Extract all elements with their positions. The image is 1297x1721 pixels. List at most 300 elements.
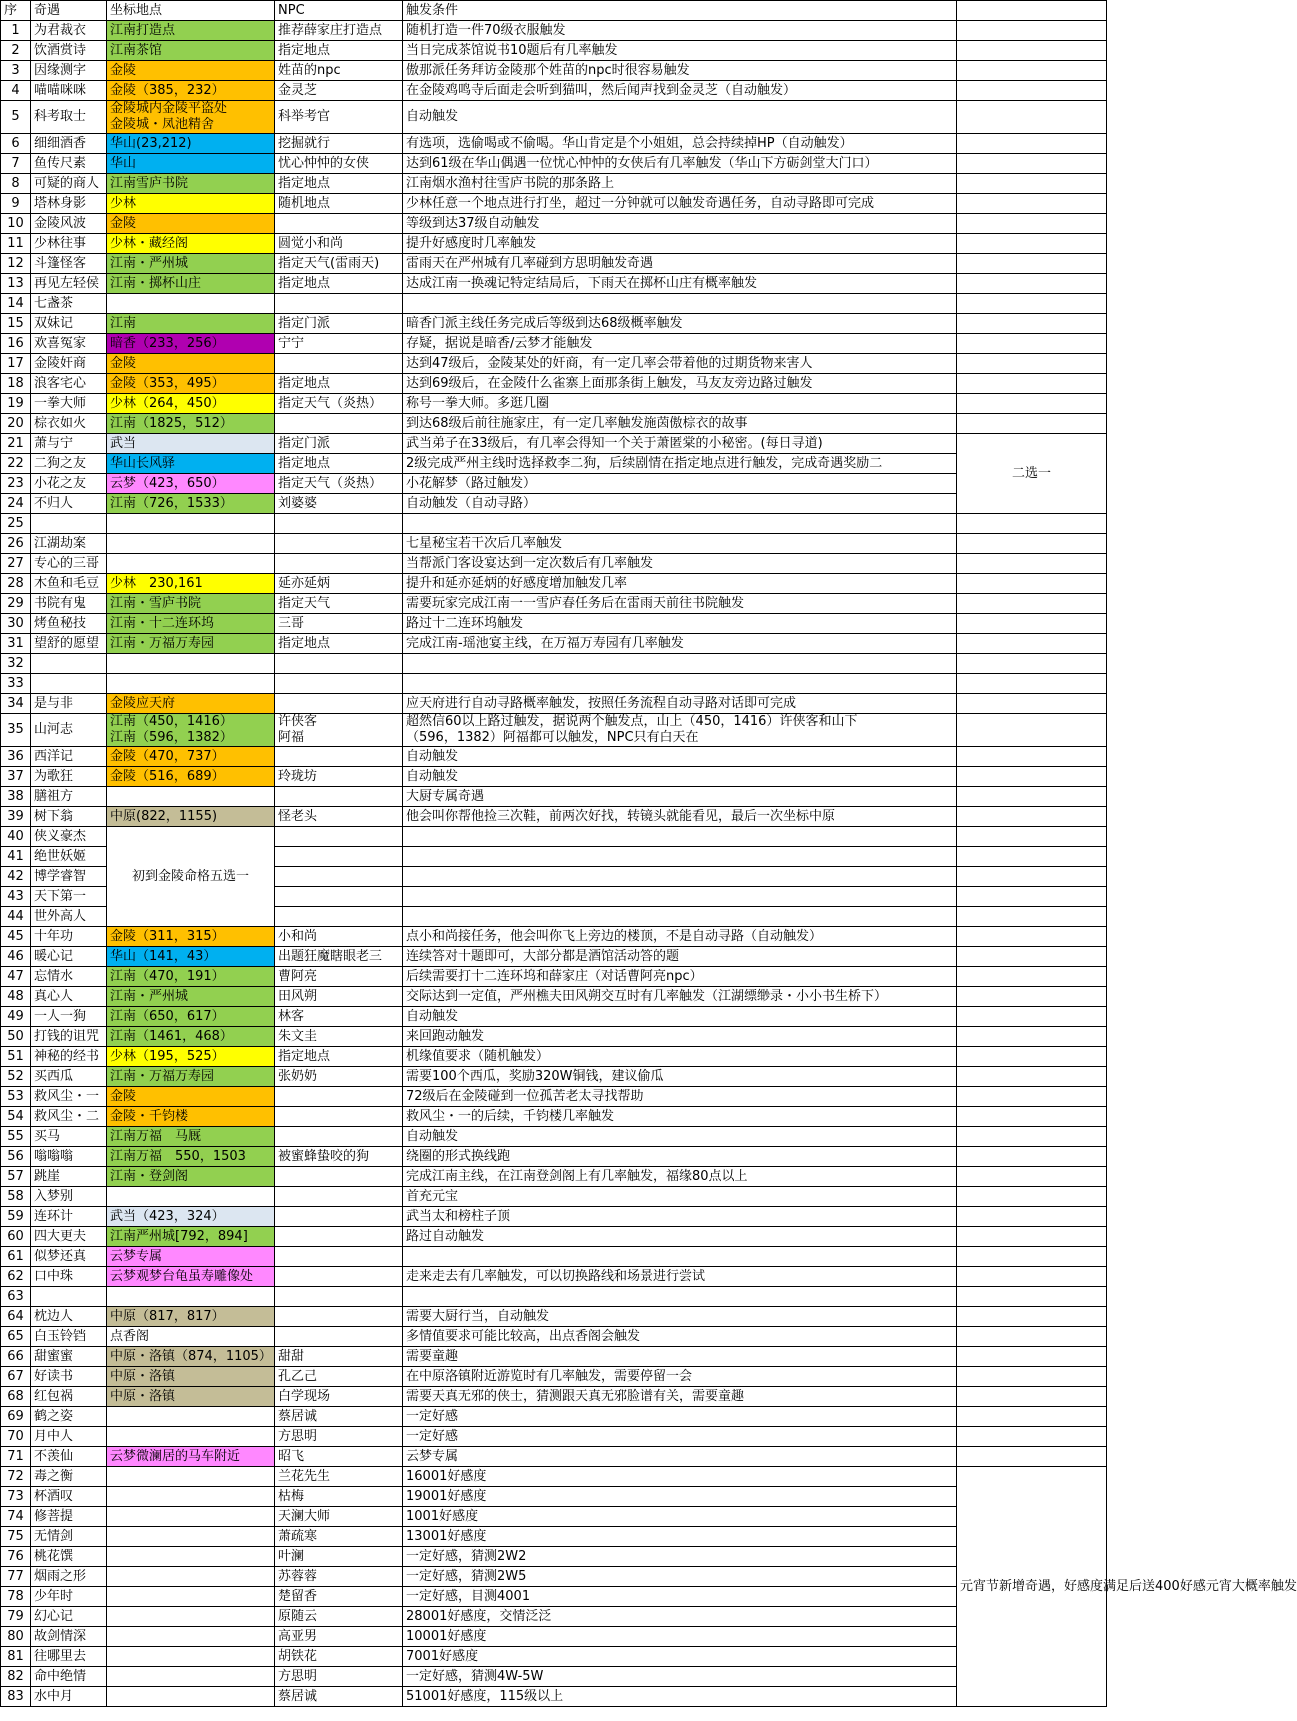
- condition-cell[interactable]: 自动触发: [403, 1127, 957, 1147]
- empty-cell[interactable]: [957, 1427, 1107, 1447]
- empty-cell[interactable]: [957, 847, 1107, 867]
- location-cell[interactable]: [107, 1567, 275, 1587]
- empty-cell[interactable]: [957, 714, 1107, 747]
- location-cell[interactable]: [107, 1427, 275, 1447]
- location-cell[interactable]: 少林 230,161: [107, 574, 275, 594]
- location-cell[interactable]: [107, 1607, 275, 1627]
- npc-cell[interactable]: [275, 847, 403, 867]
- location-cell[interactable]: 江南・严州城: [107, 987, 275, 1007]
- merged-note-cell[interactable]: 二选一: [957, 434, 1107, 514]
- location-cell[interactable]: 江南: [107, 314, 275, 334]
- npc-cell[interactable]: [275, 1267, 403, 1287]
- encounter-name-cell[interactable]: [31, 674, 107, 694]
- condition-cell[interactable]: 一定好感，猜测2W2: [403, 1547, 957, 1567]
- empty-cell[interactable]: [957, 1387, 1107, 1407]
- location-cell[interactable]: [107, 1187, 275, 1207]
- empty-cell[interactable]: [957, 41, 1107, 61]
- location-cell[interactable]: [107, 514, 275, 534]
- npc-cell[interactable]: [275, 1087, 403, 1107]
- npc-cell[interactable]: 指定地点: [275, 454, 403, 474]
- location-cell[interactable]: [107, 1407, 275, 1427]
- encounter-name-cell[interactable]: 金陵奸商: [31, 354, 107, 374]
- npc-cell[interactable]: [275, 294, 403, 314]
- row-number-cell[interactable]: 39: [1, 807, 31, 827]
- row-number-cell[interactable]: 20: [1, 414, 31, 434]
- row-number-cell[interactable]: 33: [1, 674, 31, 694]
- location-cell[interactable]: 金陵（385，232）: [107, 81, 275, 101]
- npc-cell[interactable]: 科举考官: [275, 101, 403, 134]
- condition-cell[interactable]: 多情值要求可能比较高，出点香阁会触发: [403, 1327, 957, 1347]
- location-cell[interactable]: [107, 554, 275, 574]
- encounter-name-cell[interactable]: 饮酒赏诗: [31, 41, 107, 61]
- location-cell[interactable]: 江南・雪庐书院: [107, 594, 275, 614]
- npc-cell[interactable]: 推荐薛家庄打造点: [275, 21, 403, 41]
- encounter-name-cell[interactable]: 真心人: [31, 987, 107, 1007]
- npc-cell[interactable]: 叶澜: [275, 1547, 403, 1567]
- empty-cell[interactable]: [957, 1147, 1107, 1167]
- npc-cell[interactable]: 指定天气（炎热）: [275, 394, 403, 414]
- condition-cell[interactable]: 自动触发: [403, 767, 957, 787]
- row-number-cell[interactable]: 66: [1, 1347, 31, 1367]
- npc-cell[interactable]: [275, 1167, 403, 1187]
- location-cell[interactable]: [107, 1547, 275, 1567]
- npc-cell[interactable]: 胡铁花: [275, 1647, 403, 1667]
- location-cell[interactable]: 江南・万福万寿园: [107, 634, 275, 654]
- row-number-cell[interactable]: 65: [1, 1327, 31, 1347]
- encounter-name-cell[interactable]: 西洋记: [31, 747, 107, 767]
- encounter-name-cell[interactable]: 绝世妖姬: [31, 847, 107, 867]
- row-number-cell[interactable]: 43: [1, 887, 31, 907]
- row-number-cell[interactable]: 27: [1, 554, 31, 574]
- npc-cell[interactable]: 指定地点: [275, 274, 403, 294]
- npc-cell[interactable]: [275, 214, 403, 234]
- row-number-cell[interactable]: 83: [1, 1687, 31, 1707]
- row-number-cell[interactable]: 28: [1, 574, 31, 594]
- row-number-cell[interactable]: 54: [1, 1107, 31, 1127]
- condition-cell[interactable]: 救风尘・一的后续，千钧楼几率触发: [403, 1107, 957, 1127]
- location-cell[interactable]: 少林（195，525）: [107, 1047, 275, 1067]
- row-number-cell[interactable]: 51: [1, 1047, 31, 1067]
- location-cell[interactable]: [107, 1587, 275, 1607]
- condition-cell[interactable]: 武当太和榜柱子顶: [403, 1207, 957, 1227]
- encounter-name-cell[interactable]: 一拳大师: [31, 394, 107, 414]
- row-number-cell[interactable]: 3: [1, 61, 31, 81]
- condition-cell[interactable]: 来回跑动触发: [403, 1027, 957, 1047]
- encounter-name-cell[interactable]: 入梦别: [31, 1187, 107, 1207]
- empty-cell[interactable]: [957, 674, 1107, 694]
- row-number-cell[interactable]: 8: [1, 174, 31, 194]
- location-cell[interactable]: 江南打造点: [107, 21, 275, 41]
- location-cell[interactable]: 江南（470，191）: [107, 967, 275, 987]
- row-number-cell[interactable]: 36: [1, 747, 31, 767]
- encounter-name-cell[interactable]: 萧与宁: [31, 434, 107, 454]
- npc-cell[interactable]: 朱文圭: [275, 1027, 403, 1047]
- npc-cell[interactable]: [275, 1247, 403, 1267]
- encounter-name-cell[interactable]: 无情剑: [31, 1527, 107, 1547]
- location-cell[interactable]: 江南（726，1533）: [107, 494, 275, 514]
- encounter-name-cell[interactable]: 科考取士: [31, 101, 107, 134]
- empty-cell[interactable]: [957, 614, 1107, 634]
- empty-cell[interactable]: [957, 574, 1107, 594]
- empty-cell[interactable]: [957, 1027, 1107, 1047]
- encounter-name-cell[interactable]: 神秘的经书: [31, 1047, 107, 1067]
- encounter-name-cell[interactable]: 杯酒叹: [31, 1487, 107, 1507]
- location-cell[interactable]: 华山长风驿: [107, 454, 275, 474]
- condition-cell[interactable]: 一定好感: [403, 1427, 957, 1447]
- npc-cell[interactable]: [275, 1287, 403, 1307]
- row-number-cell[interactable]: 73: [1, 1487, 31, 1507]
- empty-cell[interactable]: [957, 1047, 1107, 1067]
- empty-cell[interactable]: [957, 807, 1107, 827]
- condition-cell[interactable]: 提升和延亦延炳的好感度增加触发几率: [403, 574, 957, 594]
- row-number-cell[interactable]: 9: [1, 194, 31, 214]
- condition-cell[interactable]: 有选项，选偷喝或不偷喝。华山肯定是个小姐姐，总会持续掉HP（自动触发）: [403, 134, 957, 154]
- condition-cell[interactable]: 自动触发（自动寻路）: [403, 494, 957, 514]
- row-number-cell[interactable]: 1: [1, 21, 31, 41]
- condition-cell[interactable]: [403, 674, 957, 694]
- empty-cell[interactable]: [957, 827, 1107, 847]
- location-cell[interactable]: [107, 1487, 275, 1507]
- empty-cell[interactable]: [957, 1367, 1107, 1387]
- condition-cell[interactable]: 需要100个西瓜，奖励320W铜钱，建议偷瓜: [403, 1067, 957, 1087]
- condition-cell[interactable]: 连续答对十题即可，大部分都是酒馆活动答的题: [403, 947, 957, 967]
- encounter-name-cell[interactable]: 连环计: [31, 1207, 107, 1227]
- row-number-cell[interactable]: 15: [1, 314, 31, 334]
- npc-cell[interactable]: [275, 787, 403, 807]
- condition-cell[interactable]: 在中原洛镇附近游览时有几率触发，需要停留一会: [403, 1367, 957, 1387]
- empty-cell[interactable]: [957, 234, 1107, 254]
- location-cell[interactable]: 金陵（353，495）: [107, 374, 275, 394]
- empty-cell[interactable]: [957, 907, 1107, 927]
- encounter-name-cell[interactable]: 毒之衡: [31, 1467, 107, 1487]
- row-number-cell[interactable]: 63: [1, 1287, 31, 1307]
- npc-cell[interactable]: 昭飞: [275, 1447, 403, 1467]
- condition-cell[interactable]: [403, 514, 957, 534]
- location-cell[interactable]: [107, 534, 275, 554]
- condition-cell[interactable]: 雷雨天在严州城有几率碰到方思明触发奇遇: [403, 254, 957, 274]
- row-number-cell[interactable]: 2: [1, 41, 31, 61]
- condition-cell[interactable]: 到达68级后前往施家庄，有一定几率触发施茵傲棕衣的故事: [403, 414, 957, 434]
- npc-cell[interactable]: 指定地点: [275, 634, 403, 654]
- row-number-cell[interactable]: 70: [1, 1427, 31, 1447]
- npc-cell[interactable]: 兰花先生: [275, 1467, 403, 1487]
- condition-cell[interactable]: 自动触发: [403, 1007, 957, 1027]
- encounter-name-cell[interactable]: 打钱的诅咒: [31, 1027, 107, 1047]
- npc-cell[interactable]: 原随云: [275, 1607, 403, 1627]
- empty-cell[interactable]: [957, 554, 1107, 574]
- location-cell[interactable]: [107, 787, 275, 807]
- condition-cell[interactable]: 51001好感度，115级以上: [403, 1687, 957, 1707]
- condition-cell[interactable]: 需要童趣: [403, 1347, 957, 1367]
- location-cell[interactable]: 云梦观梦台龟虽寿雕像处: [107, 1267, 275, 1287]
- encounter-name-cell[interactable]: 一人一狗: [31, 1007, 107, 1027]
- encounter-name-cell[interactable]: 双妹记: [31, 314, 107, 334]
- encounter-name-cell[interactable]: 细细酒香: [31, 134, 107, 154]
- npc-cell[interactable]: [275, 654, 403, 674]
- encounter-name-cell[interactable]: 二狗之友: [31, 454, 107, 474]
- npc-cell[interactable]: 林客: [275, 1007, 403, 1027]
- npc-cell[interactable]: 田风朔: [275, 987, 403, 1007]
- merged-note-cell[interactable]: 初到金陵命格五选一: [107, 827, 275, 927]
- encounter-name-cell[interactable]: 白玉铃铛: [31, 1327, 107, 1347]
- condition-cell[interactable]: 称号一拳大师。多逛几圈: [403, 394, 957, 414]
- npc-cell[interactable]: [275, 907, 403, 927]
- location-cell[interactable]: 金陵: [107, 354, 275, 374]
- npc-cell[interactable]: [275, 887, 403, 907]
- condition-cell[interactable]: [403, 294, 957, 314]
- condition-cell[interactable]: 72级后在金陵碰到一位孤苦老太寻找帮助: [403, 1087, 957, 1107]
- condition-cell[interactable]: 达到69级后，在金陵什么雀寨上面那条街上触发，马友友旁边路过触发: [403, 374, 957, 394]
- empty-cell[interactable]: [957, 1107, 1107, 1127]
- npc-cell[interactable]: [275, 1307, 403, 1327]
- location-cell[interactable]: 云梦专属: [107, 1247, 275, 1267]
- encounter-name-cell[interactable]: 望舒的愿望: [31, 634, 107, 654]
- condition-cell[interactable]: 自动触发: [403, 747, 957, 767]
- encounter-name-cell[interactable]: 为君裁衣: [31, 21, 107, 41]
- encounter-name-cell[interactable]: 嗡嗡嗡: [31, 1147, 107, 1167]
- encounter-name-cell[interactable]: 欢喜冤家: [31, 334, 107, 354]
- condition-cell[interactable]: [403, 887, 957, 907]
- npc-cell[interactable]: [275, 1227, 403, 1247]
- location-cell[interactable]: 少林（264，450）: [107, 394, 275, 414]
- location-cell[interactable]: [107, 1527, 275, 1547]
- empty-cell[interactable]: [957, 1207, 1107, 1227]
- row-number-cell[interactable]: 30: [1, 614, 31, 634]
- npc-cell[interactable]: 指定地点: [275, 41, 403, 61]
- location-cell[interactable]: 中原（817，817）: [107, 1307, 275, 1327]
- encounter-name-cell[interactable]: 水中月: [31, 1687, 107, 1707]
- row-number-cell[interactable]: 44: [1, 907, 31, 927]
- npc-cell[interactable]: 甜甜: [275, 1347, 403, 1367]
- npc-cell[interactable]: 指定门派: [275, 314, 403, 334]
- condition-cell[interactable]: 江南烟水渔村往雪庐书院的那条路上: [403, 174, 957, 194]
- condition-cell[interactable]: 交际达到一定值，严州樵夫田风朔交互时有几率触发（江湖缥缈录・小小书生桥下）: [403, 987, 957, 1007]
- location-cell[interactable]: 华山（141，43）: [107, 947, 275, 967]
- empty-cell[interactable]: [957, 694, 1107, 714]
- row-number-cell[interactable]: 69: [1, 1407, 31, 1427]
- condition-cell[interactable]: 16001好感度: [403, 1467, 957, 1487]
- condition-cell[interactable]: 在金陵鸡鸣寺后面走会听到猫叫，然后闻声找到金灵芝（自动触发）: [403, 81, 957, 101]
- empty-cell[interactable]: [957, 21, 1107, 41]
- npc-cell[interactable]: 白学现场: [275, 1387, 403, 1407]
- encounter-name-cell[interactable]: 塔林身影: [31, 194, 107, 214]
- location-cell[interactable]: 金陵・千钧楼: [107, 1107, 275, 1127]
- empty-cell[interactable]: [957, 927, 1107, 947]
- empty-cell[interactable]: [957, 1407, 1107, 1427]
- row-number-cell[interactable]: 59: [1, 1207, 31, 1227]
- npc-cell[interactable]: 楚留香: [275, 1587, 403, 1607]
- location-cell[interactable]: 江南・严州城: [107, 254, 275, 274]
- empty-cell[interactable]: [957, 887, 1107, 907]
- condition-cell[interactable]: 达到61级在华山偶遇一位忧心忡忡的女侠后有几率触发（华山下方砺剑堂大门口）: [403, 154, 957, 174]
- row-number-cell[interactable]: 67: [1, 1367, 31, 1387]
- npc-cell[interactable]: 枯梅: [275, 1487, 403, 1507]
- empty-cell[interactable]: [957, 1447, 1107, 1467]
- condition-cell[interactable]: 应天府进行自动寻路概率触发，按照任务流程自动寻路对话即可完成: [403, 694, 957, 714]
- empty-cell[interactable]: [957, 1327, 1107, 1347]
- condition-cell[interactable]: 当日完成茶馆说书10题后有几率触发: [403, 41, 957, 61]
- npc-cell[interactable]: 蔡居诚: [275, 1687, 403, 1707]
- empty-cell[interactable]: [957, 1127, 1107, 1147]
- row-number-cell[interactable]: 74: [1, 1507, 31, 1527]
- location-cell[interactable]: 江南万福 马厩: [107, 1127, 275, 1147]
- npc-cell[interactable]: [275, 694, 403, 714]
- condition-cell[interactable]: [403, 1247, 957, 1267]
- empty-cell[interactable]: [957, 214, 1107, 234]
- condition-cell[interactable]: 28001好感度，交情泛泛: [403, 1607, 957, 1627]
- location-cell[interactable]: 江南（450，1416） 江南（596，1382）: [107, 714, 275, 747]
- condition-cell[interactable]: 路过十二连环坞触发: [403, 614, 957, 634]
- location-cell[interactable]: [107, 1687, 275, 1707]
- row-number-cell[interactable]: 25: [1, 514, 31, 534]
- condition-cell[interactable]: 需要玩家完成江南一一雪庐春任务后在雷雨天前往书院触发: [403, 594, 957, 614]
- row-number-cell[interactable]: 78: [1, 1587, 31, 1607]
- npc-cell[interactable]: 玲珑坊: [275, 767, 403, 787]
- encounter-name-cell[interactable]: 天下第一: [31, 887, 107, 907]
- empty-cell[interactable]: [957, 294, 1107, 314]
- encounter-name-cell[interactable]: 小花之友: [31, 474, 107, 494]
- row-number-cell[interactable]: 64: [1, 1307, 31, 1327]
- condition-cell[interactable]: [403, 827, 957, 847]
- row-number-cell[interactable]: 52: [1, 1067, 31, 1087]
- row-number-cell[interactable]: 14: [1, 294, 31, 314]
- encounter-name-cell[interactable]: 买西瓜: [31, 1067, 107, 1087]
- location-cell[interactable]: [107, 1287, 275, 1307]
- header-cell[interactable]: 序: [1, 1, 31, 21]
- encounter-name-cell[interactable]: [31, 654, 107, 674]
- row-number-cell[interactable]: 60: [1, 1227, 31, 1247]
- encounter-name-cell[interactable]: 桃花馔: [31, 1547, 107, 1567]
- encounter-name-cell[interactable]: 不羡仙: [31, 1447, 107, 1467]
- row-number-cell[interactable]: 76: [1, 1547, 31, 1567]
- header-cell[interactable]: [957, 1, 1107, 21]
- encounter-name-cell[interactable]: 跳崖: [31, 1167, 107, 1187]
- npc-cell[interactable]: 指定门派: [275, 434, 403, 454]
- row-number-cell[interactable]: 71: [1, 1447, 31, 1467]
- encounter-name-cell[interactable]: 月中人: [31, 1427, 107, 1447]
- empty-cell[interactable]: [957, 254, 1107, 274]
- location-cell[interactable]: 江南雪庐书院: [107, 174, 275, 194]
- empty-cell[interactable]: [957, 374, 1107, 394]
- row-number-cell[interactable]: 62: [1, 1267, 31, 1287]
- row-number-cell[interactable]: 4: [1, 81, 31, 101]
- encounter-name-cell[interactable]: 命中绝情: [31, 1667, 107, 1687]
- location-cell[interactable]: 中原(822，1155): [107, 807, 275, 827]
- row-number-cell[interactable]: 40: [1, 827, 31, 847]
- condition-cell[interactable]: 走来走去有几率触发，可以切换路线和场景进行尝试: [403, 1267, 957, 1287]
- condition-cell[interactable]: 后续需要打十二连环坞和薛家庄（对话曹阿亮npc）: [403, 967, 957, 987]
- empty-cell[interactable]: [957, 194, 1107, 214]
- empty-cell[interactable]: [957, 987, 1107, 1007]
- encounter-name-cell[interactable]: 七盏茶: [31, 294, 107, 314]
- row-number-cell[interactable]: 81: [1, 1647, 31, 1667]
- condition-cell[interactable]: 首充元宝: [403, 1187, 957, 1207]
- location-cell[interactable]: 金陵应天府: [107, 694, 275, 714]
- npc-cell[interactable]: 萧疏寒: [275, 1527, 403, 1547]
- row-number-cell[interactable]: 26: [1, 534, 31, 554]
- location-cell[interactable]: 暗香（233，256）: [107, 334, 275, 354]
- npc-cell[interactable]: [275, 1327, 403, 1347]
- row-number-cell[interactable]: 49: [1, 1007, 31, 1027]
- encounter-name-cell[interactable]: 不归人: [31, 494, 107, 514]
- merged-note-cell[interactable]: 元宵节新增奇遇，好感度满足后送400好感元宵大概率触发: [957, 1467, 1107, 1707]
- row-number-cell[interactable]: 23: [1, 474, 31, 494]
- location-cell[interactable]: 江南・登剑阁: [107, 1167, 275, 1187]
- row-number-cell[interactable]: 42: [1, 867, 31, 887]
- encounter-name-cell[interactable]: 十年功: [31, 927, 107, 947]
- header-cell[interactable]: 坐标地点: [107, 1, 275, 21]
- location-cell[interactable]: 武当: [107, 434, 275, 454]
- npc-cell[interactable]: 指定地点: [275, 1047, 403, 1067]
- location-cell[interactable]: 江南（1461，468）: [107, 1027, 275, 1047]
- row-number-cell[interactable]: 22: [1, 454, 31, 474]
- empty-cell[interactable]: [957, 1227, 1107, 1247]
- location-cell[interactable]: 江南茶馆: [107, 41, 275, 61]
- condition-cell[interactable]: 提升好感度时几率触发: [403, 234, 957, 254]
- encounter-name-cell[interactable]: 山河志: [31, 714, 107, 747]
- condition-cell[interactable]: 完成江南主线，在江南登剑阁上有几率触发，福缘80点以上: [403, 1167, 957, 1187]
- condition-cell[interactable]: 一定好感，猜测4W-5W: [403, 1667, 957, 1687]
- npc-cell[interactable]: [275, 747, 403, 767]
- location-cell[interactable]: 江南严州城[792，894]: [107, 1227, 275, 1247]
- encounter-name-cell[interactable]: 少林往事: [31, 234, 107, 254]
- empty-cell[interactable]: [957, 967, 1107, 987]
- location-cell[interactable]: 金陵（470，737）: [107, 747, 275, 767]
- row-number-cell[interactable]: 56: [1, 1147, 31, 1167]
- row-number-cell[interactable]: 77: [1, 1567, 31, 1587]
- row-number-cell[interactable]: 46: [1, 947, 31, 967]
- encounter-name-cell[interactable]: 修菩提: [31, 1507, 107, 1527]
- row-number-cell[interactable]: 38: [1, 787, 31, 807]
- encounter-name-cell[interactable]: 买马: [31, 1127, 107, 1147]
- location-cell[interactable]: 中原・洛镇: [107, 1387, 275, 1407]
- encounter-name-cell[interactable]: 甜蜜蜜: [31, 1347, 107, 1367]
- row-number-cell[interactable]: 68: [1, 1387, 31, 1407]
- row-number-cell[interactable]: 82: [1, 1667, 31, 1687]
- npc-cell[interactable]: 随机地点: [275, 194, 403, 214]
- row-number-cell[interactable]: 61: [1, 1247, 31, 1267]
- location-cell[interactable]: 少林: [107, 194, 275, 214]
- condition-cell[interactable]: [403, 907, 957, 927]
- empty-cell[interactable]: [957, 61, 1107, 81]
- encounter-name-cell[interactable]: 往哪里去: [31, 1647, 107, 1667]
- location-cell[interactable]: 中原・洛镇: [107, 1367, 275, 1387]
- row-number-cell[interactable]: 75: [1, 1527, 31, 1547]
- empty-cell[interactable]: [957, 534, 1107, 554]
- location-cell[interactable]: [107, 1667, 275, 1687]
- empty-cell[interactable]: [957, 747, 1107, 767]
- encounter-name-cell[interactable]: 似梦还真: [31, 1247, 107, 1267]
- location-cell[interactable]: 金陵城内金陵平盗处 金陵城・凤池精舍: [107, 101, 275, 134]
- npc-cell[interactable]: 圆觉小和尚: [275, 234, 403, 254]
- npc-cell[interactable]: 指定地点: [275, 374, 403, 394]
- encounter-name-cell[interactable]: 江湖劫案: [31, 534, 107, 554]
- condition-cell[interactable]: 需要天真无邪的侠士，猜测跟天真无邪脸谱有关，需要童趣: [403, 1387, 957, 1407]
- header-cell[interactable]: 触发条件: [403, 1, 957, 21]
- row-number-cell[interactable]: 10: [1, 214, 31, 234]
- encounter-name-cell[interactable]: 暖心记: [31, 947, 107, 967]
- condition-cell[interactable]: 超然信60以上路过触发，据说两个触发点，山上（450，1416）许侠客和山下 （596，1382）阿福都可以触发，NPC只有白天在: [403, 714, 957, 747]
- npc-cell[interactable]: [275, 1207, 403, 1227]
- encounter-name-cell[interactable]: 故剑情深: [31, 1627, 107, 1647]
- npc-cell[interactable]: [275, 827, 403, 847]
- row-number-cell[interactable]: 5: [1, 101, 31, 134]
- empty-cell[interactable]: [957, 414, 1107, 434]
- encounter-name-cell[interactable]: 四大更夫: [31, 1227, 107, 1247]
- empty-cell[interactable]: [957, 654, 1107, 674]
- condition-cell[interactable]: [403, 847, 957, 867]
- empty-cell[interactable]: [957, 1167, 1107, 1187]
